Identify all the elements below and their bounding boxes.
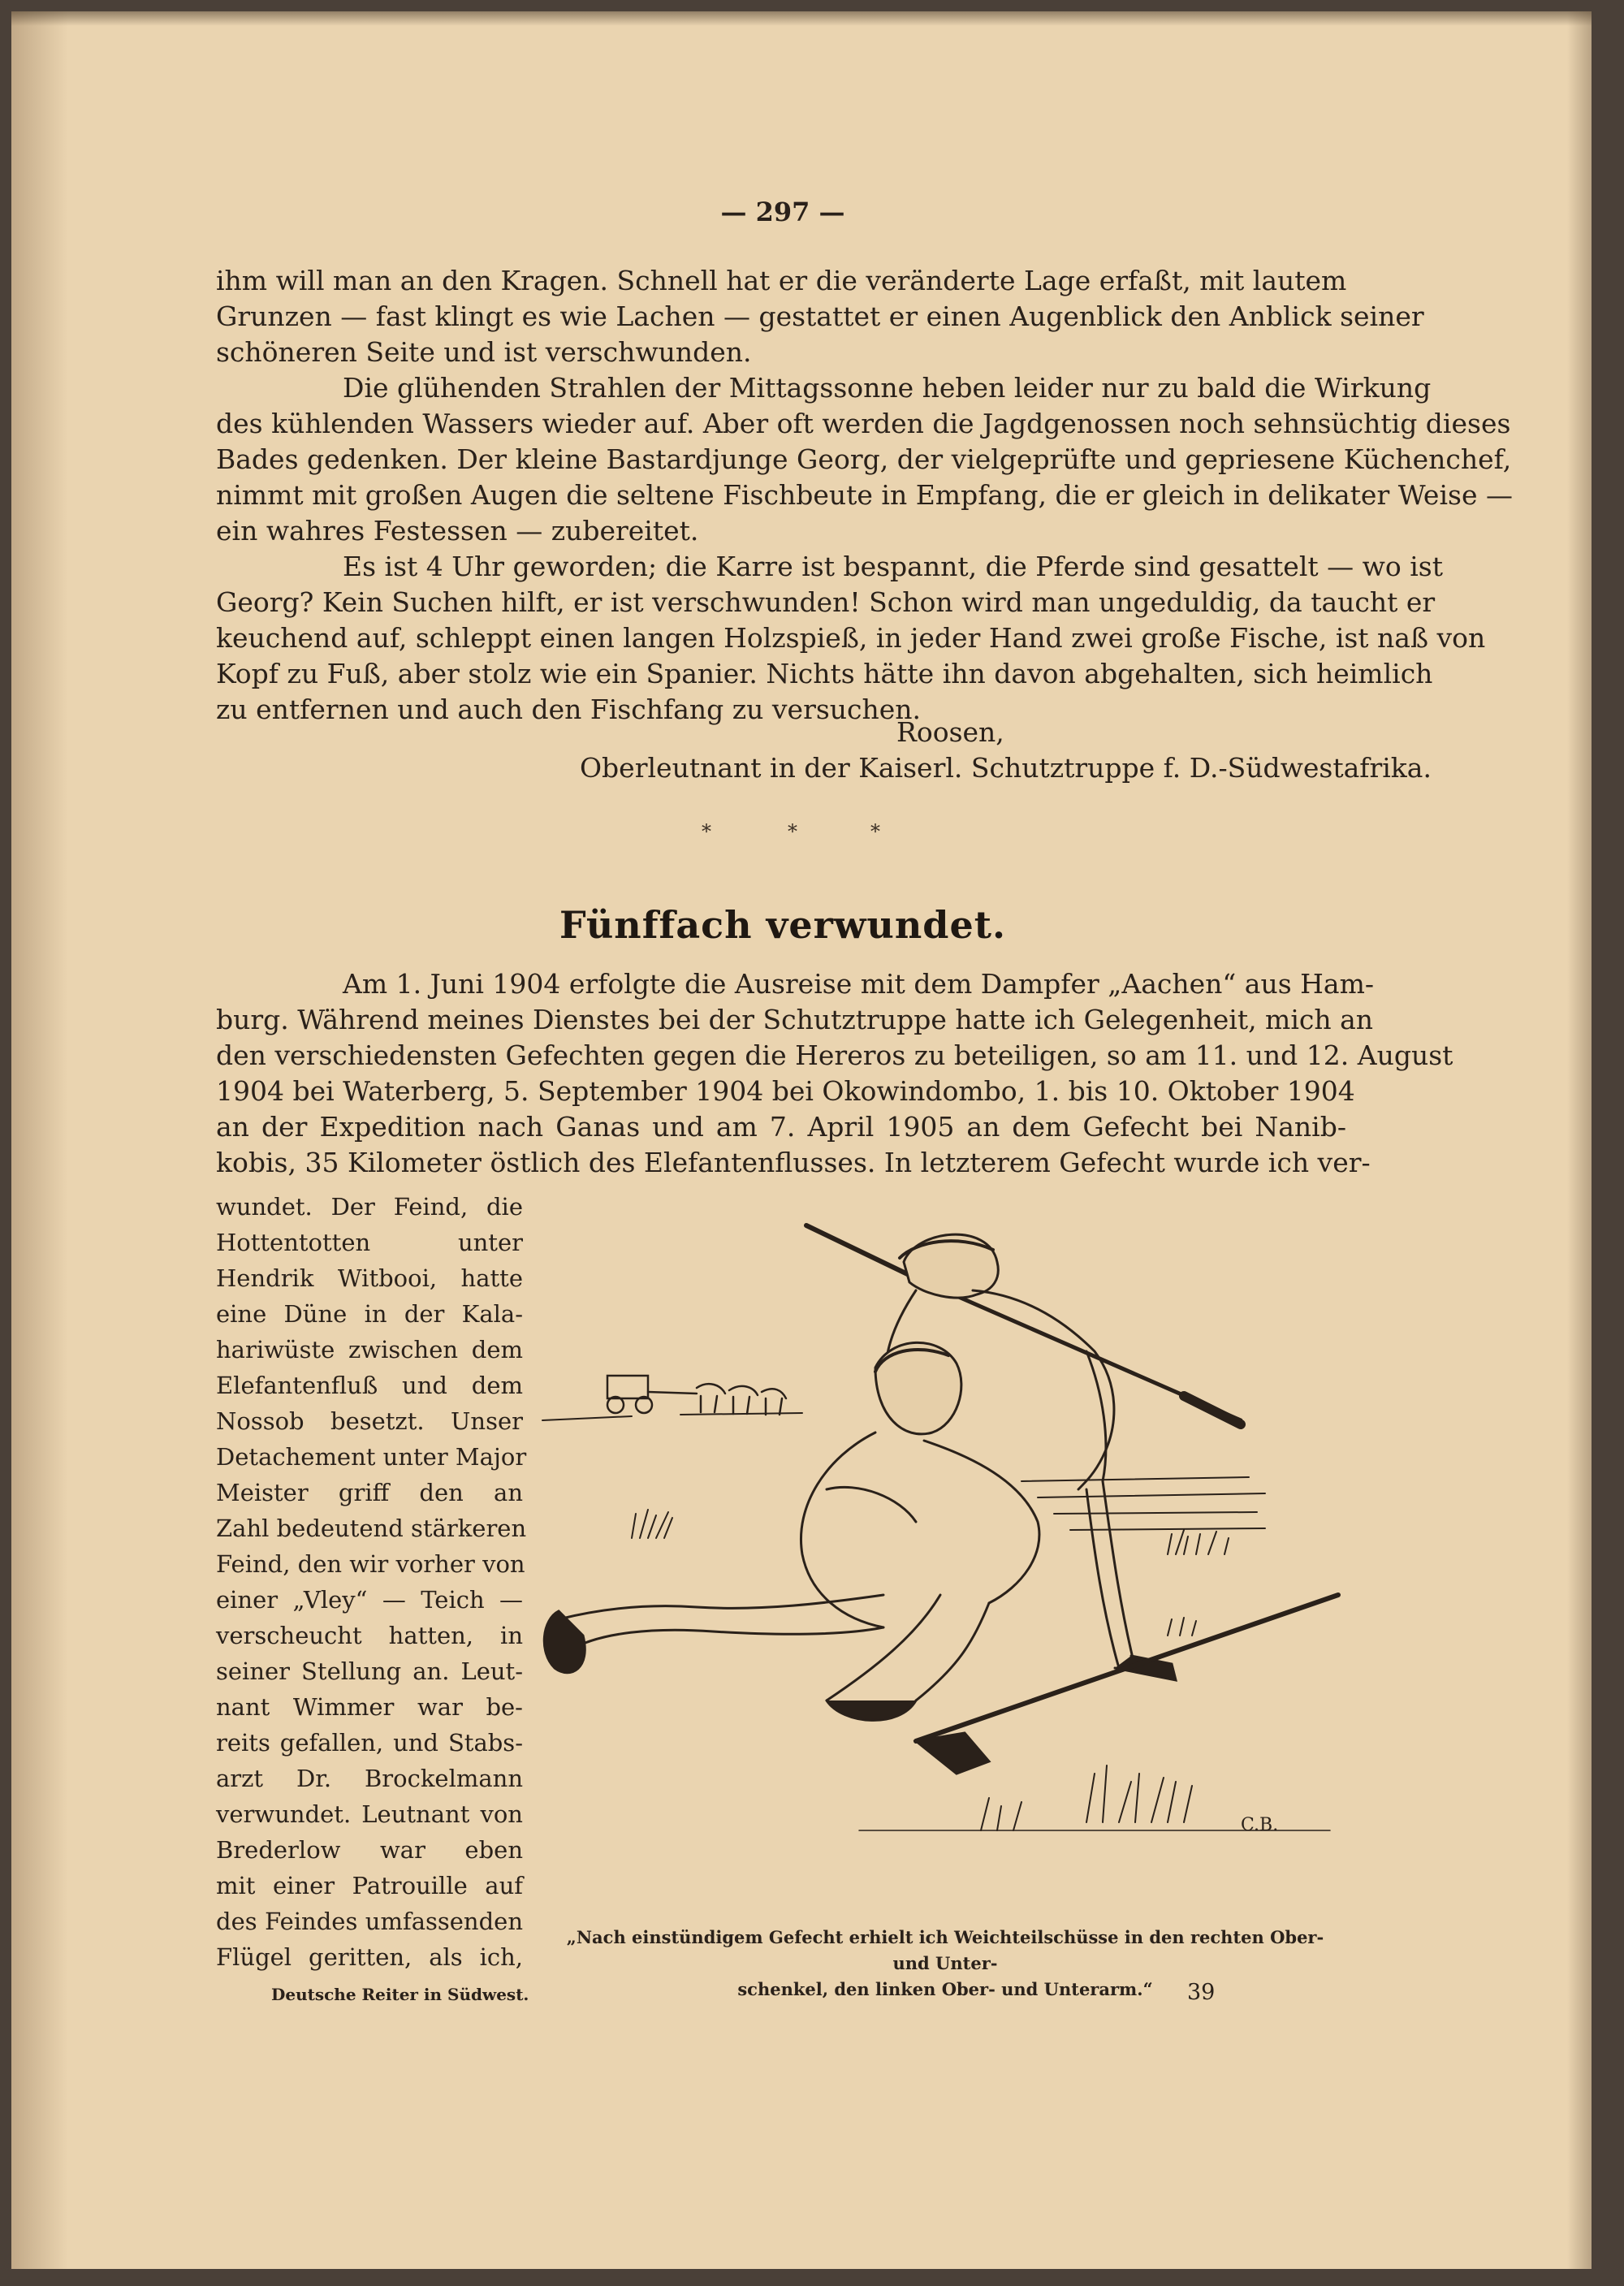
text-line: Bades gedenken. Der kleine Bastardjunge Georg, der vielgeprüfte und gepriesene Küchenchef, bbox=[216, 443, 1512, 475]
caption-line: „Nach einstündigem Gefecht erhielt ich Weichteilschüsse in den rechten Ober- und Unter- bbox=[566, 1927, 1324, 1973]
column-line: Elefantenfluß und dem bbox=[216, 1372, 523, 1399]
column-line: Feind, den wir vorher von bbox=[216, 1550, 525, 1578]
text-line: des kühlenden Wassers wieder auf. Aber oft werden die Jagdgenossen noch sehnsüchtig dieses bbox=[216, 408, 1511, 439]
page-number: — 297 — bbox=[720, 197, 845, 227]
book-page bbox=[11, 11, 1592, 2269]
text-line: Die glühenden Strahlen der Mittagssonne heben leider nur zu bald die Wirkung bbox=[343, 372, 1432, 404]
signature-mark: Deutsche Reiter in Südwest. bbox=[271, 1985, 529, 2004]
column-line: einer „Vley“ — Teich — bbox=[216, 1586, 523, 1614]
column-line: eine Düne in der Kala- bbox=[216, 1300, 523, 1328]
column-line: arzt Dr. Brockelmann bbox=[216, 1765, 523, 1792]
text-line: 1904 bei Waterberg, 5. September 1904 bei Okowindombo, 1. bis 10. Oktober 1904 bbox=[216, 1075, 1355, 1107]
column-line: Nossob besetzt. Unser bbox=[216, 1407, 523, 1435]
column-line: mit einer Patrouille auf bbox=[216, 1872, 523, 1899]
column-line: verwundet. Leutnant von bbox=[216, 1800, 523, 1828]
text-line: an der Expedition nach Ganas und am 7. April 1905 an dem Gefecht bei Nanib- bbox=[216, 1111, 1346, 1143]
text-line: burg. Während meines Dienstes bei der Schutztruppe hatte ich Gelegenheit, mich an bbox=[216, 1004, 1374, 1035]
text-line: Grunzen — fast klingt es wie Lachen — gestattet er einen Augenblick den Anblick seiner bbox=[216, 300, 1424, 332]
column-line: nant Wimmer war be- bbox=[216, 1693, 523, 1721]
column-line: des Feindes umfassenden bbox=[216, 1908, 523, 1935]
column-line: hariwüste zwischen dem bbox=[216, 1336, 523, 1363]
text-line: Kopf zu Fuß, aber stolz wie ein Spanier. Nichts hätte ihn davon abgehalten, sich heimlich bbox=[216, 658, 1433, 689]
top-edge-shadow bbox=[11, 11, 1592, 26]
text-line: zu entfernen und auch den Fischfang zu versuchen. bbox=[216, 694, 922, 725]
text-line: kobis, 35 Kilometer östlich des Elefantenflusses. In letzterem Gefecht wurde ich ver- bbox=[216, 1147, 1371, 1178]
asterisk: * bbox=[702, 820, 711, 843]
column-line: wundet. Der Feind, die bbox=[216, 1193, 523, 1221]
caption-line: schenkel, den linken Ober- und Unterarm.“ bbox=[737, 1979, 1153, 1999]
column-line: Flügel geritten, als ich, bbox=[216, 1943, 523, 1971]
text-line: keuchend auf, schleppt einen langen Holzspieß, in jeder Hand zwei große Fische, ist naß von bbox=[216, 622, 1486, 654]
column-line: Detachement unter Major bbox=[216, 1443, 527, 1471]
illustration-caption bbox=[547, 1925, 1343, 2003]
text-line: Es ist 4 Uhr geworden; die Karre ist bespannt, die Pferde sind gesattelt — wo ist bbox=[343, 551, 1443, 582]
asterisk: * bbox=[870, 820, 880, 843]
article-heading: Fünffach verwundet. bbox=[559, 903, 1006, 947]
column-line: Brederlow war eben bbox=[216, 1836, 523, 1864]
author-name: Roosen, bbox=[896, 716, 1004, 748]
column-line: reits gefallen, und Stabs- bbox=[216, 1729, 523, 1757]
author-title: Oberleutnant in der Kaiserl. Schutztruppe f. D.-Südwestafrika. bbox=[580, 752, 1432, 784]
sheet-number: 39 bbox=[1187, 1980, 1216, 2005]
text-line: Georg? Kein Suchen hilft, er ist verschwunden! Schon wird man ungeduldig, da taucht er bbox=[216, 586, 1436, 618]
column-line: seiner Stellung an. Leut- bbox=[216, 1657, 523, 1685]
text-line: den verschiedensten Gefechten gegen die Hereros zu beteiligen, so am 11. und 12. August bbox=[216, 1039, 1453, 1071]
column-line: Meister griff den an bbox=[216, 1479, 523, 1506]
right-edge-shadow bbox=[1567, 11, 1592, 2269]
text-line: schöneren Seite und ist verschwunden. bbox=[216, 336, 752, 368]
artist-mark: C.B. bbox=[1241, 1815, 1279, 1835]
illustration-wounded-soldier bbox=[534, 1213, 1346, 1887]
column-line: Zahl bedeutend stärkeren bbox=[216, 1515, 527, 1542]
illustration-drawing bbox=[534, 1213, 1346, 1887]
spine-shadow bbox=[11, 11, 68, 2269]
text-line: ein wahres Festessen — zubereitet. bbox=[216, 515, 699, 547]
asterisk: * bbox=[788, 820, 797, 843]
text-line: Am 1. Juni 1904 erfolgte die Ausreise mit dem Dampfer „Aachen“ aus Ham- bbox=[343, 968, 1375, 1000]
column-line: Hendrik Witbooi, hatte bbox=[216, 1264, 523, 1292]
column-line: verscheucht hatten, in bbox=[216, 1622, 523, 1649]
column-line: Hottentotten unter bbox=[216, 1229, 523, 1256]
text-line: nimmt mit großen Augen die seltene Fischbeute in Empfang, die er gleich in delikater Weise — bbox=[216, 479, 1513, 511]
text-line: ihm will man an den Kragen. Schnell hat er die veränderte Lage erfaßt, mit lautem bbox=[216, 265, 1347, 296]
